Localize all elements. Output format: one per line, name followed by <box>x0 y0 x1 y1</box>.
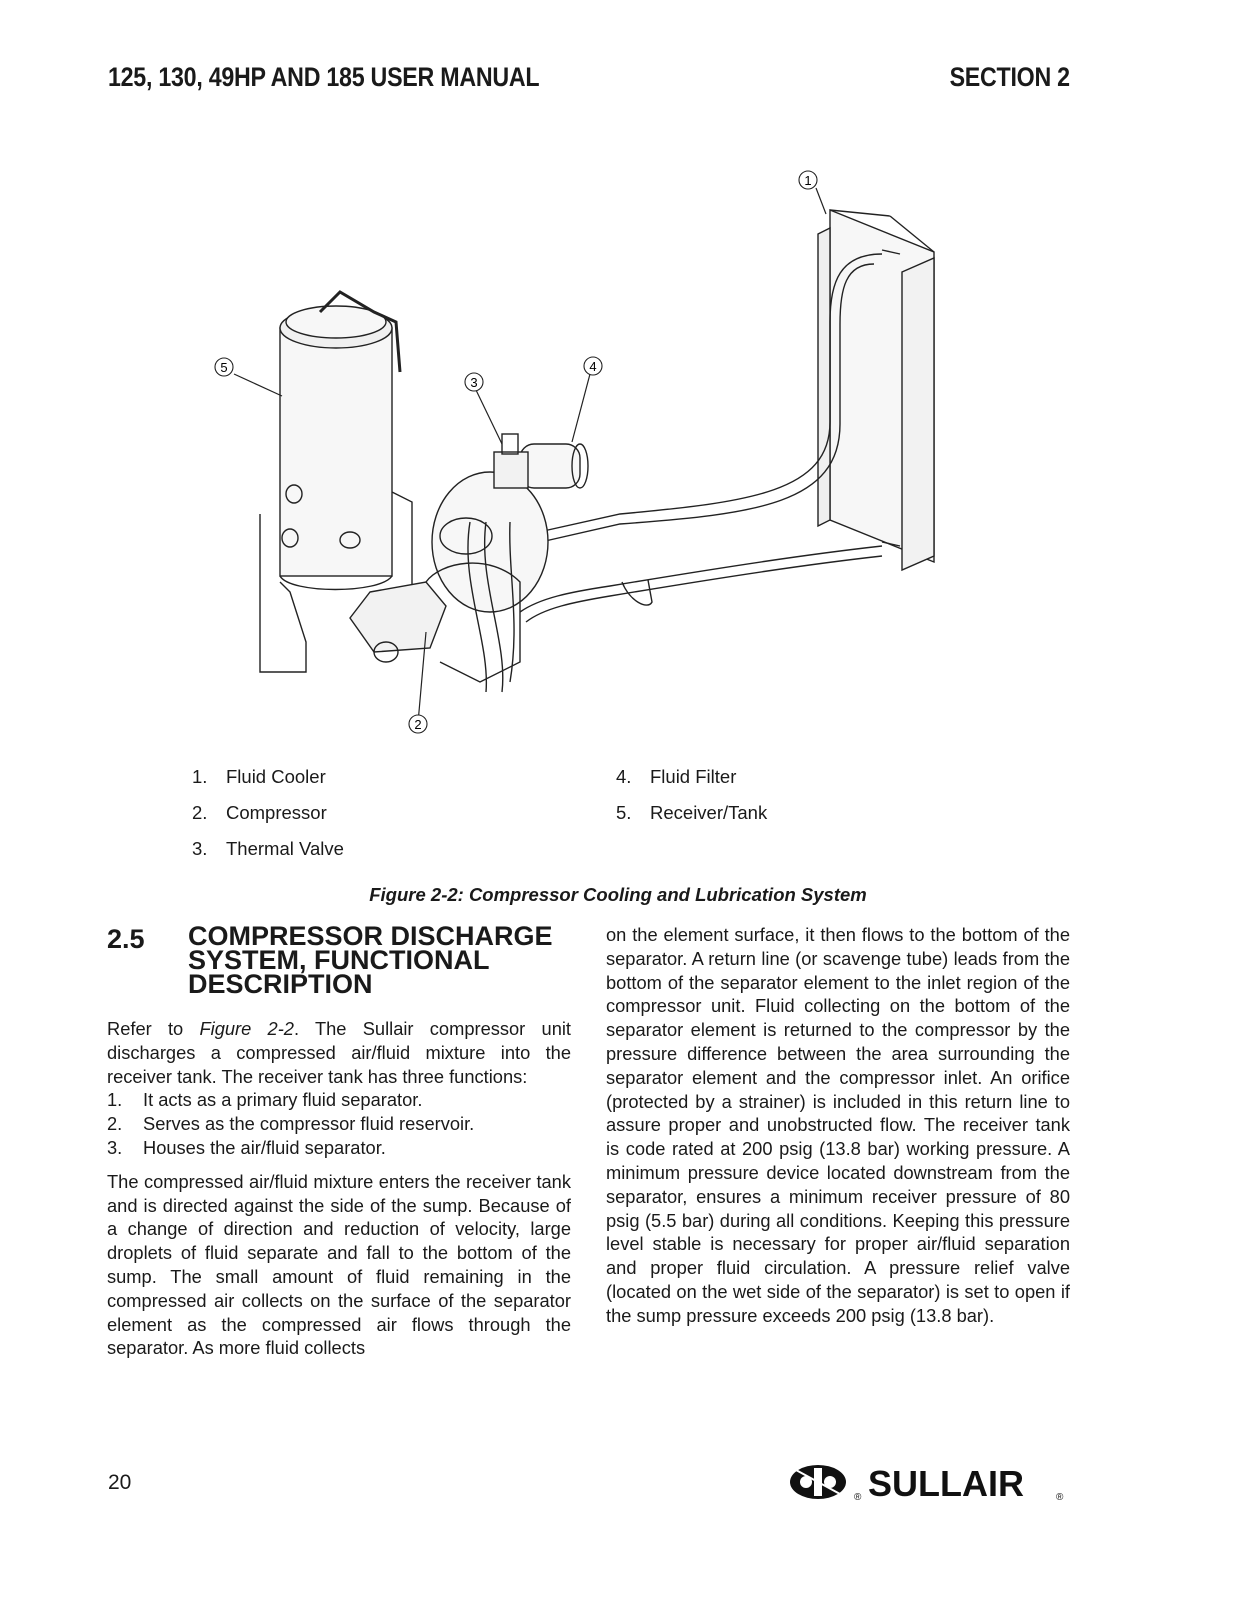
intro-prefix: Refer to <box>107 1018 200 1039</box>
callout-1-label: 1 <box>804 173 812 188</box>
callout-1 <box>799 171 817 189</box>
legend-item <box>192 802 327 824</box>
intro-paragraph <box>107 1017 571 1088</box>
callout-3 <box>465 373 483 391</box>
legend-item <box>616 766 736 788</box>
section-label: SECTION 2 <box>949 62 1070 92</box>
callout-4-label: 4 <box>589 359 597 374</box>
registered-mark-end: ® <box>1056 1492 1064 1503</box>
callout-2 <box>409 715 427 733</box>
list-text: Serves as the compressor fluid reservoir. <box>143 1113 475 1135</box>
legend-number: 3. <box>192 838 208 859</box>
list-number: 3. <box>107 1136 123 1158</box>
legend-item <box>616 802 767 824</box>
fluid-filter-drawing <box>494 434 588 488</box>
list-item <box>107 1112 571 1136</box>
right-column <box>606 923 1070 1328</box>
legend-label: Receiver/Tank <box>650 802 768 823</box>
sullair-logo <box>788 1462 1068 1506</box>
list-text: It acts as a primary fluid separator. <box>143 1089 423 1111</box>
list-number: 1. <box>107 1089 123 1111</box>
section-number: 2.5 <box>107 924 145 954</box>
body-paragraph: The compressed air/fluid mixture enters the receiver tank and is directed against the side of the sump. Because of a change of direction and reduction of velocity, large droplets of fluid separate and fall to the bottom of the sump. The small amount of fluid remaining in the compressed air collects on the surface of the separator element as the compressed air flows through the separator. As more fluid collects <box>107 1170 571 1359</box>
section-heading: COMPRESSOR DISCHARGE SYSTEM, FUNCTIONAL DESCRIPTION <box>188 921 553 999</box>
legend-label: Thermal Valve <box>226 838 344 859</box>
sullair-mark-icon <box>790 1465 846 1499</box>
list-item <box>107 1088 571 1112</box>
manual-title: 125, 130, 49HP AND 185 USER MANUAL <box>108 62 540 92</box>
callout-4 <box>584 357 602 375</box>
left-column <box>107 1017 571 1360</box>
callout-5-label: 5 <box>220 360 228 375</box>
legend-number: 5. <box>616 802 632 823</box>
list-number: 2. <box>107 1113 123 1135</box>
registered-mark: ® <box>854 1492 862 1503</box>
fluid-cooler-drawing <box>818 210 934 570</box>
legend-number: 4. <box>616 766 632 787</box>
figure-reference: Figure 2-2 <box>199 1018 294 1039</box>
legend-label: Fluid Cooler <box>226 766 326 787</box>
legend-item <box>192 838 344 860</box>
legend-label: Compressor <box>226 802 327 823</box>
legend-label: Fluid Filter <box>650 766 737 787</box>
body-paragraph: on the element surface, it then flows to the bottom of the separator. A return line (or scavenge tube) leads from the bottom of the separator element to the inlet region of the compressor unit. Fluid collecting on the bottom of the separator element is returned to the compressor by the pressure difference between the area surrounding the separator element and the compressor inlet. An orifice (protected by a strainer) is included in this return line to assure proper and unobstructed flow. The receiver tank is code rated at 200 psig (13.8 bar) working pressure. A minimum pressure device located downstream from the separator, ensures a minimum receiver pressure of 80 psig (5.5 bar) during all conditions. Keeping this pressure level stable is necessary for proper air/fluid separation and proper fluid circulation. A pressure relief valve (located on the wet side of the separator) is set to open if the sump pressure exceeds 200 psig (13.8 bar). <box>606 924 1070 1326</box>
callout-2-label: 2 <box>414 717 422 732</box>
legend-number: 2. <box>192 802 208 823</box>
callout-5 <box>215 358 233 376</box>
callout-3-label: 3 <box>470 375 478 390</box>
intro-rest: . The Sullair compressor unit discharges a compressed air/fluid mixture into the receiver tank. The receiver tank has three functions: <box>107 1018 572 1087</box>
list-item <box>107 1136 571 1160</box>
page-number: 20 <box>108 1471 132 1494</box>
figure-caption: Figure 2-2: Compressor Cooling and Lubrication System <box>369 884 867 905</box>
legend-item <box>192 766 326 788</box>
logo-wordmark: SULLAIR <box>868 1463 1024 1504</box>
list-text: Houses the air/fluid separator. <box>143 1136 386 1158</box>
legend-number: 1. <box>192 766 208 787</box>
cooling-system-diagram <box>190 162 990 752</box>
